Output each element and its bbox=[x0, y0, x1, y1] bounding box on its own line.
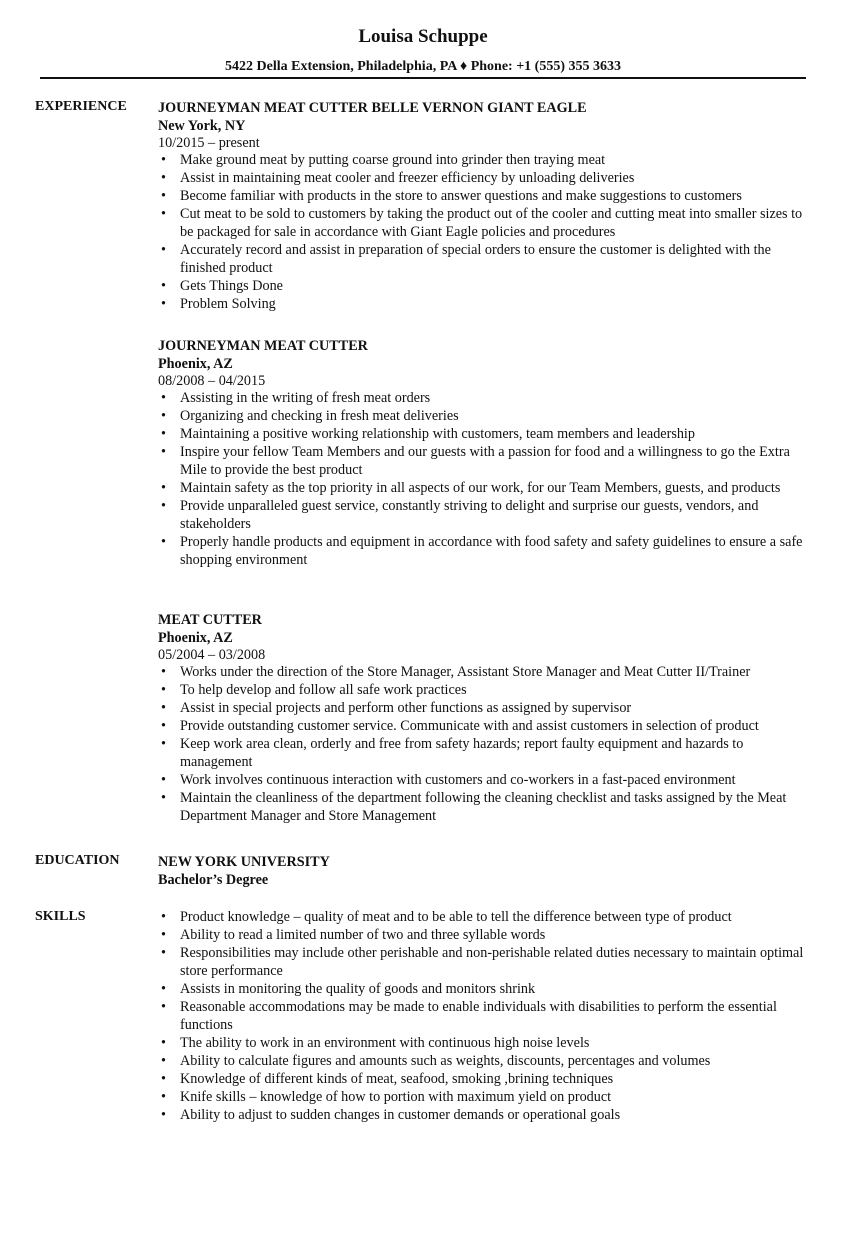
list-item: • Assists in monitoring the quality of goods and monitors shrink bbox=[158, 980, 808, 998]
list-item: • Gets Things Done bbox=[158, 277, 808, 295]
list-item: • The ability to work in an environment with continuous high noise levels bbox=[158, 1034, 808, 1052]
list-item: • Maintain safety as the top priority in all aspects of our work, for our Team Members, guests, and products bbox=[158, 479, 808, 497]
list-item: • Become familiar with products in the store to answer questions and make suggestions to customers bbox=[158, 187, 808, 205]
job-entry bbox=[158, 99, 808, 313]
skills-section-label: SKILLS bbox=[35, 909, 86, 924]
job-title: JOURNEYMAN MEAT CUTTER BELLE VERNON GIANT EAGLE bbox=[158, 100, 587, 116]
experience-section-label: EXPERIENCE bbox=[35, 99, 127, 114]
list-item: • Provide outstanding customer service. Communicate with and assist customers in selection of product bbox=[158, 717, 808, 735]
list-item: • Assist in special projects and perform other functions as assigned by supervisor bbox=[158, 699, 808, 717]
job-title: MEAT CUTTER bbox=[158, 612, 262, 628]
education-section-label: EDUCATION bbox=[35, 853, 120, 868]
list-item: • Inspire your fellow Team Members and our guests with a passion for food and a willingness to go the Extra Mile to provide the best product bbox=[158, 443, 808, 479]
education-entry bbox=[158, 853, 808, 889]
job-dates: 08/2008 – 04/2015 bbox=[158, 373, 266, 389]
list-item: • Knife skills – knowledge of how to portion with maximum yield on product bbox=[158, 1088, 808, 1106]
job-duties-list bbox=[158, 151, 808, 313]
list-item: • Responsibilities may include other perishable and non-perishable related duties necessary to maintain optimal store performance bbox=[158, 944, 808, 980]
skills-entry bbox=[158, 908, 808, 1124]
list-item: • Maintaining a positive working relationship with customers, team members and leadership bbox=[158, 425, 808, 443]
list-item: • Cut meat to be sold to customers by taking the product out of the cooler and cutting meat into smaller sizes to be packaged for sale in accordance with Giant Eagle policies and procedures bbox=[158, 205, 808, 241]
job-location: New York, NY bbox=[158, 118, 246, 134]
job-dates: 10/2015 – present bbox=[158, 135, 260, 151]
list-item: • Assist in maintaining meat cooler and freezer efficiency by unloading deliveries bbox=[158, 169, 808, 187]
list-item: • To help develop and follow all safe work practices bbox=[158, 681, 808, 699]
job-entry bbox=[158, 611, 808, 825]
school-name: NEW YORK UNIVERSITY bbox=[158, 854, 330, 870]
list-item: • Ability to calculate figures and amounts such as weights, discounts, percentages and volumes bbox=[158, 1052, 808, 1070]
list-item: • Assisting in the writing of fresh meat orders bbox=[158, 389, 808, 407]
list-item: • Maintain the cleanliness of the department following the cleaning checklist and tasks assigned by the Meat Department Manager and Store Management bbox=[158, 789, 808, 825]
list-item: • Keep work area clean, orderly and free from safety hazards; report faulty equipment and hazards to management bbox=[158, 735, 808, 771]
job-dates: 05/2004 – 03/2008 bbox=[158, 647, 266, 663]
list-item: • Reasonable accommodations may be made to enable individuals with disabilities to perform the essential functions bbox=[158, 998, 808, 1034]
contact-line: 5422 Della Extension, Philadelphia, PA ♦ Phone: +1 (555) 355 3633 bbox=[225, 59, 621, 74]
list-item: • Works under the direction of the Store Manager, Assistant Store Manager and Meat Cutter II/Trainer bbox=[158, 663, 808, 681]
header-divider bbox=[40, 77, 806, 79]
job-duties-list bbox=[158, 389, 808, 569]
list-item: • Make ground meat by putting coarse ground into grinder then traying meat bbox=[158, 151, 808, 169]
candidate-name: Louisa Schuppe bbox=[358, 26, 488, 47]
list-item: • Ability to read a limited number of two and three syllable words bbox=[158, 926, 808, 944]
list-item: • Accurately record and assist in preparation of special orders to ensure the customer is delighted with the finished product bbox=[158, 241, 808, 277]
list-item: • Organizing and checking in fresh meat deliveries bbox=[158, 407, 808, 425]
job-location: Phoenix, AZ bbox=[158, 630, 233, 646]
list-item: • Provide unparalleled guest service, constantly striving to delight and surprise our guests, vendors, and stakeholders bbox=[158, 497, 808, 533]
job-title: JOURNEYMAN MEAT CUTTER bbox=[158, 338, 368, 354]
job-duties-list bbox=[158, 663, 808, 825]
list-item: • Product knowledge – quality of meat and to be able to tell the difference between type of product bbox=[158, 908, 808, 926]
skills-list bbox=[158, 908, 808, 1124]
list-item: • Ability to adjust to sudden changes in customer demands or operational goals bbox=[158, 1106, 808, 1124]
list-item: • Problem Solving bbox=[158, 295, 808, 313]
degree: Bachelor’s Degree bbox=[158, 872, 269, 888]
list-item: • Work involves continuous interaction with customers and co-workers in a fast-paced environment bbox=[158, 771, 808, 789]
list-item: • Knowledge of different kinds of meat, seafood, smoking ,brining techniques bbox=[158, 1070, 808, 1088]
job-location: Phoenix, AZ bbox=[158, 356, 233, 372]
list-item: • Properly handle products and equipment in accordance with food safety and safety guidelines to ensure a safe shopping environment bbox=[158, 533, 808, 569]
job-entry bbox=[158, 337, 808, 569]
